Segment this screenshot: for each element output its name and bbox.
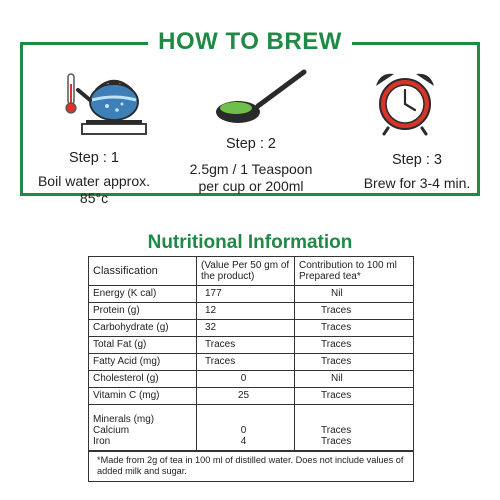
row-value: 12 bbox=[197, 303, 295, 319]
header-value: (Value Per 50 gm of the product) bbox=[197, 257, 295, 285]
row-name: Cholesterol (g) bbox=[89, 371, 197, 387]
row-value: 32 bbox=[197, 320, 295, 336]
row-value: 25 bbox=[197, 388, 295, 404]
row-value: 0 bbox=[197, 371, 295, 387]
table-row bbox=[89, 286, 413, 303]
step-1 bbox=[32, 150, 156, 207]
row-name: Protein (g) bbox=[89, 303, 197, 319]
kettle-on-stove-icon bbox=[62, 70, 162, 136]
alarm-clock-icon bbox=[370, 68, 440, 138]
how-to-brew-title-wrap bbox=[0, 26, 500, 58]
step-2 bbox=[186, 136, 316, 195]
iron-label: Iron bbox=[93, 436, 111, 447]
step-2-text-line2: per cup or 200ml bbox=[198, 178, 304, 194]
spoon-with-tea-icon bbox=[210, 68, 310, 128]
table-row bbox=[89, 337, 413, 354]
row-value: 177 bbox=[197, 286, 295, 302]
step-2-number: Step : 2 bbox=[226, 136, 276, 152]
row-value: Traces bbox=[197, 337, 295, 353]
table-row bbox=[89, 388, 413, 405]
row-name: Energy (K cal) bbox=[89, 286, 197, 302]
table-header-row bbox=[89, 257, 413, 286]
table-footnote: *Made from 2g of tea in 100 ml of distilled water. Does not include values of added milk and sugar. bbox=[89, 451, 413, 481]
table-row bbox=[89, 320, 413, 337]
row-contribution: Nil bbox=[331, 288, 343, 299]
calcium-value: 0 bbox=[240, 425, 247, 436]
iron-value: 4 bbox=[240, 436, 247, 447]
table-row bbox=[89, 371, 413, 388]
nutrition-title: Nutritional Information bbox=[147, 232, 353, 253]
step-3-text: Brew for 3-4 min. bbox=[363, 175, 471, 191]
calcium-contribution: Traces bbox=[321, 425, 352, 436]
row-contribution: Nil bbox=[331, 373, 343, 384]
how-to-brew-title: HOW TO BREW bbox=[148, 26, 352, 58]
step-3 bbox=[362, 152, 472, 192]
header-contribution: Contribution to 100 ml Prepared tea* bbox=[299, 260, 397, 282]
row-contribution: Traces bbox=[321, 339, 352, 350]
row-name: Total Fat (g) bbox=[89, 337, 197, 353]
minerals-label: Minerals (mg) bbox=[93, 414, 155, 425]
row-contribution: Traces bbox=[321, 305, 352, 316]
table-row-minerals bbox=[89, 405, 413, 451]
iron-contribution: Traces bbox=[321, 436, 352, 447]
nutrition-table bbox=[88, 256, 414, 482]
calcium-label: Calcium bbox=[93, 425, 130, 436]
row-name: Carbohydrate (g) bbox=[89, 320, 197, 336]
row-contribution: Traces bbox=[321, 356, 352, 367]
step-2-text-line1: 2.5gm / 1 Teaspoon bbox=[189, 161, 313, 177]
table-row bbox=[89, 303, 413, 320]
row-contribution: Traces bbox=[321, 322, 352, 333]
table-row bbox=[89, 354, 413, 371]
step-1-text: Boil water approx. 85°c bbox=[37, 173, 151, 206]
row-name: Vitamin C (mg) bbox=[89, 388, 197, 404]
header-classification: Classification bbox=[89, 257, 197, 285]
row-value: Traces bbox=[197, 354, 295, 370]
row-name: Fatty Acid (mg) bbox=[89, 354, 197, 370]
row-contribution: Traces bbox=[321, 390, 352, 401]
step-3-number: Step : 3 bbox=[392, 152, 442, 168]
step-1-number: Step : 1 bbox=[69, 150, 119, 166]
